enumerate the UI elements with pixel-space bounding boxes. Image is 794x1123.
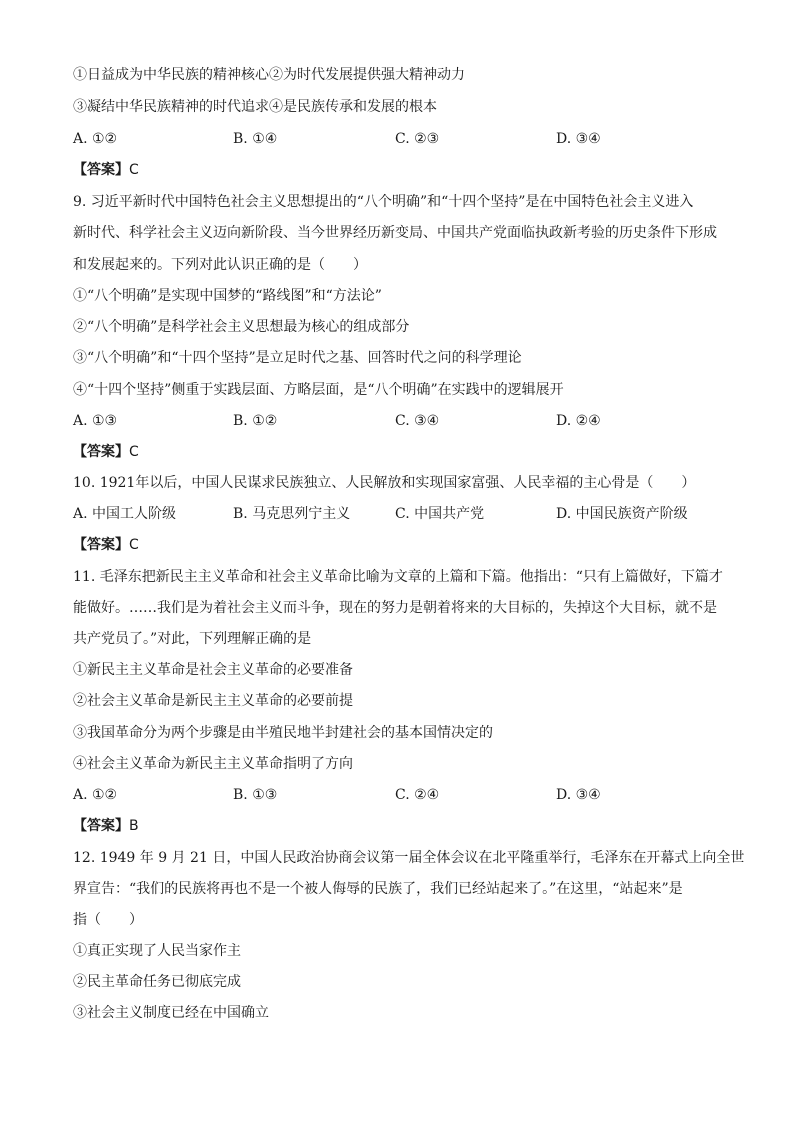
q9-option-a: A. ①③: [73, 413, 118, 429]
q10-line-1: 10. 1921年以后，中国人民谋求民族独立、人民解放和实现国家富强、人民幸福的主心骨是（ ）: [73, 475, 696, 491]
q11-option-c: C. ②④: [395, 787, 440, 803]
q10-option-d: D. 中国民族资产阶级: [556, 506, 688, 522]
q12-statement-3: ③社会主义制度已经在中国确立: [73, 1005, 269, 1021]
q9-statement-1: ①“八个明确”是实现中国梦的“路线图”和“方法论”: [73, 288, 382, 304]
q11-line-2: 能做好。……我们是为着社会主义而斗争，现在的努力是朝着将来的大目标的，失掉这个大目标，就不是: [73, 600, 717, 616]
prev-option-a: A. ①②: [73, 131, 118, 147]
q9-statement-3: ③“八个明确”和“十四个坚持”是立足时代之基、回答时代之问的科学理论: [73, 350, 522, 366]
q10-option-b: B. 马克思列宁主义: [233, 506, 351, 522]
q11-statement-4: ④社会主义革命为新民主主义革命指明了方向: [73, 756, 353, 772]
q10-option-c: C. 中国共产党: [395, 506, 485, 522]
answer-value: C: [129, 162, 139, 178]
q9-option-c: C. ③④: [395, 413, 440, 429]
q12-line-3: 指（ ）: [73, 912, 143, 928]
q12-line-2: 界宣告：“我们的民族将再也不是一个被人侮辱的民族了，我们已经站起来了。”在这里，“站起来”是: [73, 881, 683, 897]
prev-answer: [73, 161, 139, 179]
q9-statement-4: ④“十四个坚持”侧重于实践层面、方略层面，是“八个明确”在实践中的逻辑展开: [73, 382, 564, 398]
answer-label: 【答案】: [73, 162, 129, 178]
q9-line-2: 新时代、科学社会主义迈向新阶段、当今世界经历新变局、中国共产党面临执政新考验的历史条件下形成: [73, 225, 717, 241]
q9-line-3: 和发展起来的。下列对此认识正确的是（ ）: [73, 257, 367, 273]
prev-option-b: B. ①④: [233, 131, 278, 147]
q11-option-d: D. ③④: [556, 787, 601, 803]
q9-statement-2: ②“八个明确”是科学社会主义思想最为核心的组成部分: [73, 319, 410, 335]
q12-statement-1: ①真正实现了人民当家作主: [73, 943, 241, 959]
q11-line-3: 共产党员了。”对此，下列理解正确的是: [73, 631, 312, 647]
q11-statement-3: ③我国革命分为两个步骤是由半殖民地半封建社会的基本国情决定的: [73, 725, 493, 741]
q11-option-a: A. ①②: [73, 787, 118, 803]
q12-line-1: 12. 1949 年 9 月 21 日，中国人民政治协商会议第一届全体会议在北平隆重举行，毛泽东在开幕式上向全世: [73, 850, 745, 866]
answer-value: C: [129, 537, 139, 553]
answer-label: 【答案】: [73, 537, 129, 553]
answer-value: C: [129, 444, 139, 460]
answer-label: 【答案】: [73, 444, 129, 460]
answer-label: 【答案】: [73, 818, 129, 834]
q11-line-1: 11. 毛泽东把新民主主义革命和社会主义革命比喻为文章的上篇和下篇。他指出：“只有上篇做好，下篇才: [73, 569, 723, 585]
q11-answer: [73, 817, 139, 835]
q11-option-b: B. ①③: [233, 787, 278, 803]
q11-statement-1: ①新民主主义革命是社会主义革命的必要准备: [73, 662, 353, 678]
prev-option-d: D. ③④: [556, 131, 601, 147]
q10-answer: [73, 536, 139, 554]
q10-option-a: A. 中国工人阶级: [73, 506, 177, 522]
q12-statement-2: ②民主革命任务已彻底完成: [73, 974, 241, 990]
prev-option-c: C. ②③: [395, 131, 440, 147]
q9-option-b: B. ①②: [233, 413, 278, 429]
q9-option-d: D. ②④: [556, 413, 601, 429]
q9-line-1: 9. 习近平新时代中国特色社会主义思想提出的“八个明确”和“十四个坚持”是在中国特色社会主义进入: [73, 194, 694, 210]
q11-statement-2: ②社会主义革命是新民主主义革命的必要前提: [73, 693, 353, 709]
answer-value: B: [129, 818, 139, 834]
prev-question-line-2: ③凝结中华民族精神的时代追求④是民族传承和发展的根本: [73, 99, 437, 115]
prev-question-line-1: ①日益成为中华民族的精神核心②为时代发展提供强大精神动力: [73, 67, 465, 83]
q9-answer: [73, 443, 139, 461]
